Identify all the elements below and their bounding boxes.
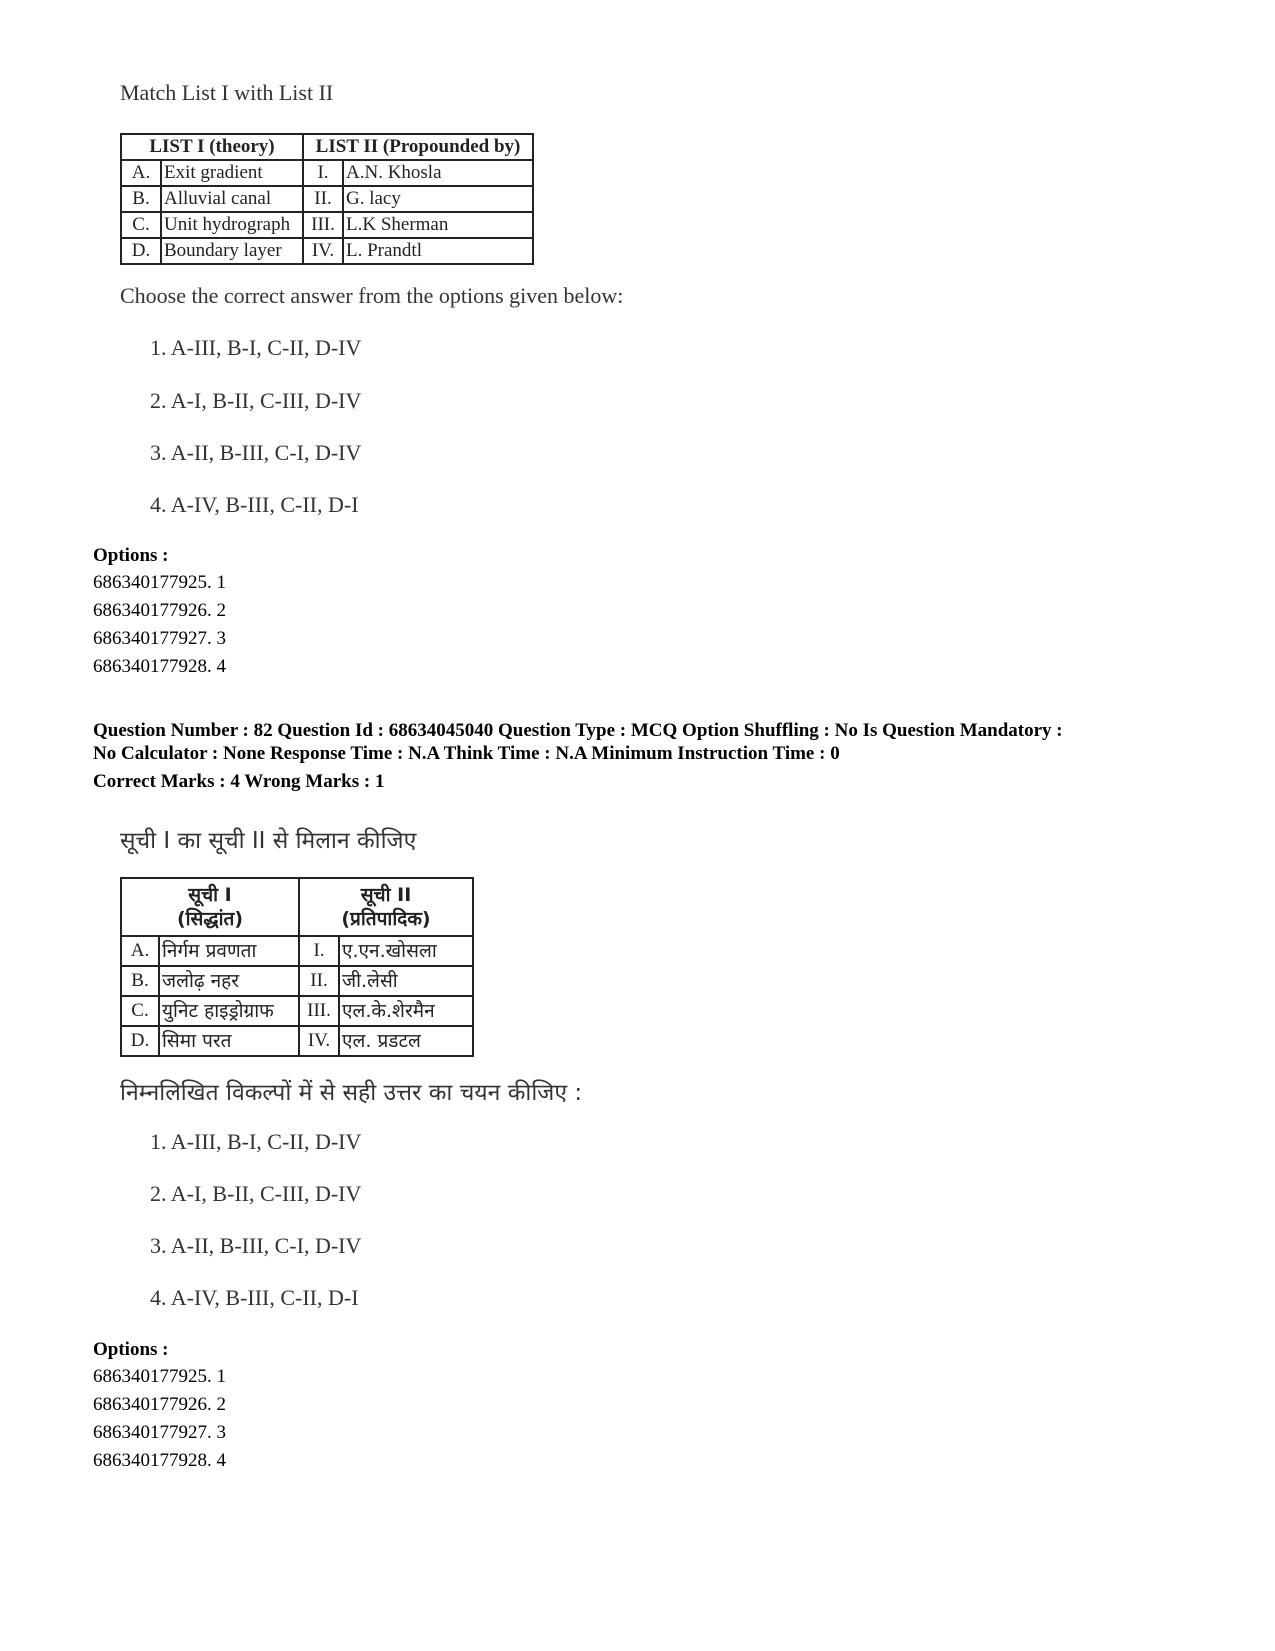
option-id: 686340177926. 2 bbox=[93, 1394, 226, 1415]
header-line: सूची II bbox=[360, 884, 412, 906]
table-cell: II. bbox=[299, 966, 339, 996]
question-meta-line: Question Number : 82 Question Id : 68634045040 Question Type : MCQ Option Shuffling : No Is Question Mandatory : bbox=[93, 720, 1063, 741]
option-id: 686340177928. 4 bbox=[93, 1450, 226, 1471]
table-cell: सिमा परत bbox=[159, 1026, 299, 1056]
table-row bbox=[121, 186, 533, 212]
answer-choice: 4. A-IV, B-III, C-II, D-I bbox=[150, 492, 359, 517]
table-row bbox=[121, 996, 473, 1026]
answer-choice: 4. A-IV, B-III, C-II, D-I bbox=[150, 1285, 359, 1310]
answer-choice: 1. A-III, B-I, C-II, D-IV bbox=[150, 335, 362, 360]
table-cell: Boundary layer bbox=[161, 238, 303, 264]
table-cell: IV. bbox=[299, 1026, 339, 1056]
header-line: सूची I bbox=[188, 884, 232, 906]
table-cell: जलोढ़ नहर bbox=[159, 966, 299, 996]
table-cell: G. lacy bbox=[343, 186, 533, 212]
table-cell: Unit hydrograph bbox=[161, 212, 303, 238]
table-row bbox=[121, 966, 473, 996]
table-cell: L.K Sherman bbox=[343, 212, 533, 238]
table-cell: I. bbox=[303, 160, 343, 186]
table-cell: Alluvial canal bbox=[161, 186, 303, 212]
table-cell: III. bbox=[303, 212, 343, 238]
table-cell: B. bbox=[121, 186, 161, 212]
table-header bbox=[121, 878, 299, 936]
choose-instruction: Choose the correct answer from the options given below: bbox=[120, 283, 624, 308]
option-id: 686340177927. 3 bbox=[93, 628, 226, 649]
answer-choice: 3. A-II, B-III, C-I, D-IV bbox=[150, 440, 362, 465]
table-row bbox=[121, 160, 533, 186]
answer-choice: 2. A-I, B-II, C-III, D-IV bbox=[150, 1181, 362, 1206]
table-cell: निर्गम प्रवणता bbox=[159, 936, 299, 966]
option-id: 686340177926. 2 bbox=[93, 600, 226, 621]
table-cell: Exit gradient bbox=[161, 160, 303, 186]
match-table-hindi bbox=[120, 877, 474, 1057]
header-line: (प्रतिपादिक) bbox=[341, 908, 431, 930]
table-cell: D. bbox=[121, 238, 161, 264]
table-cell: B. bbox=[121, 966, 159, 996]
option-id: 686340177927. 3 bbox=[93, 1422, 226, 1443]
option-id: 686340177925. 1 bbox=[93, 572, 226, 593]
answer-choice: 2. A-I, B-II, C-III, D-IV bbox=[150, 388, 362, 413]
table-row bbox=[121, 936, 473, 966]
answer-choice: 1. A-III, B-I, C-II, D-IV bbox=[150, 1129, 362, 1154]
table-header bbox=[299, 878, 473, 936]
table-cell: जी.लेसी bbox=[339, 966, 473, 996]
question-prompt-hindi: सूची I का सूची II से मिलान कीजिए bbox=[120, 828, 417, 854]
table-row bbox=[121, 1026, 473, 1056]
option-id: 686340177925. 1 bbox=[93, 1366, 226, 1387]
table-cell: ए.एन.खोसला bbox=[339, 936, 473, 966]
table-cell: एल. प्रडटल bbox=[339, 1026, 473, 1056]
table-cell: L. Prandtl bbox=[343, 238, 533, 264]
table-cell: युनिट हाइड्रोग्राफ bbox=[159, 996, 299, 1026]
marks-line: Correct Marks : 4 Wrong Marks : 1 bbox=[93, 771, 385, 792]
table-header: LIST I (theory) bbox=[121, 134, 303, 160]
table-cell: एल.के.शेरमैन bbox=[339, 996, 473, 1026]
table-cell: A. bbox=[121, 160, 161, 186]
table-cell: IV. bbox=[303, 238, 343, 264]
answer-choice: 3. A-II, B-III, C-I, D-IV bbox=[150, 1233, 362, 1258]
table-cell: D. bbox=[121, 1026, 159, 1056]
options-label: Options : bbox=[93, 1339, 169, 1360]
question-prompt: Match List I with List II bbox=[120, 80, 334, 105]
table-cell: C. bbox=[121, 996, 159, 1026]
question-meta-line: No Calculator : None Response Time : N.A Think Time : N.A Minimum Instruction Time : 0 bbox=[93, 743, 840, 764]
choose-instruction-hindi: निम्नलिखित विकल्पों में से सही उत्तर का चयन कीजिए : bbox=[120, 1080, 583, 1106]
table-header: LIST II (Propounded by) bbox=[303, 134, 533, 160]
table-cell: A. bbox=[121, 936, 159, 966]
table-cell: I. bbox=[299, 936, 339, 966]
table-cell: III. bbox=[299, 996, 339, 1026]
table-row bbox=[121, 238, 533, 264]
option-id: 686340177928. 4 bbox=[93, 656, 226, 677]
table-cell: C. bbox=[121, 212, 161, 238]
table-cell: II. bbox=[303, 186, 343, 212]
table-row bbox=[121, 212, 533, 238]
match-table bbox=[120, 133, 534, 265]
table-cell: A.N. Khosla bbox=[343, 160, 533, 186]
header-line: (सिद्धांत) bbox=[176, 908, 244, 930]
options-label: Options : bbox=[93, 545, 169, 566]
